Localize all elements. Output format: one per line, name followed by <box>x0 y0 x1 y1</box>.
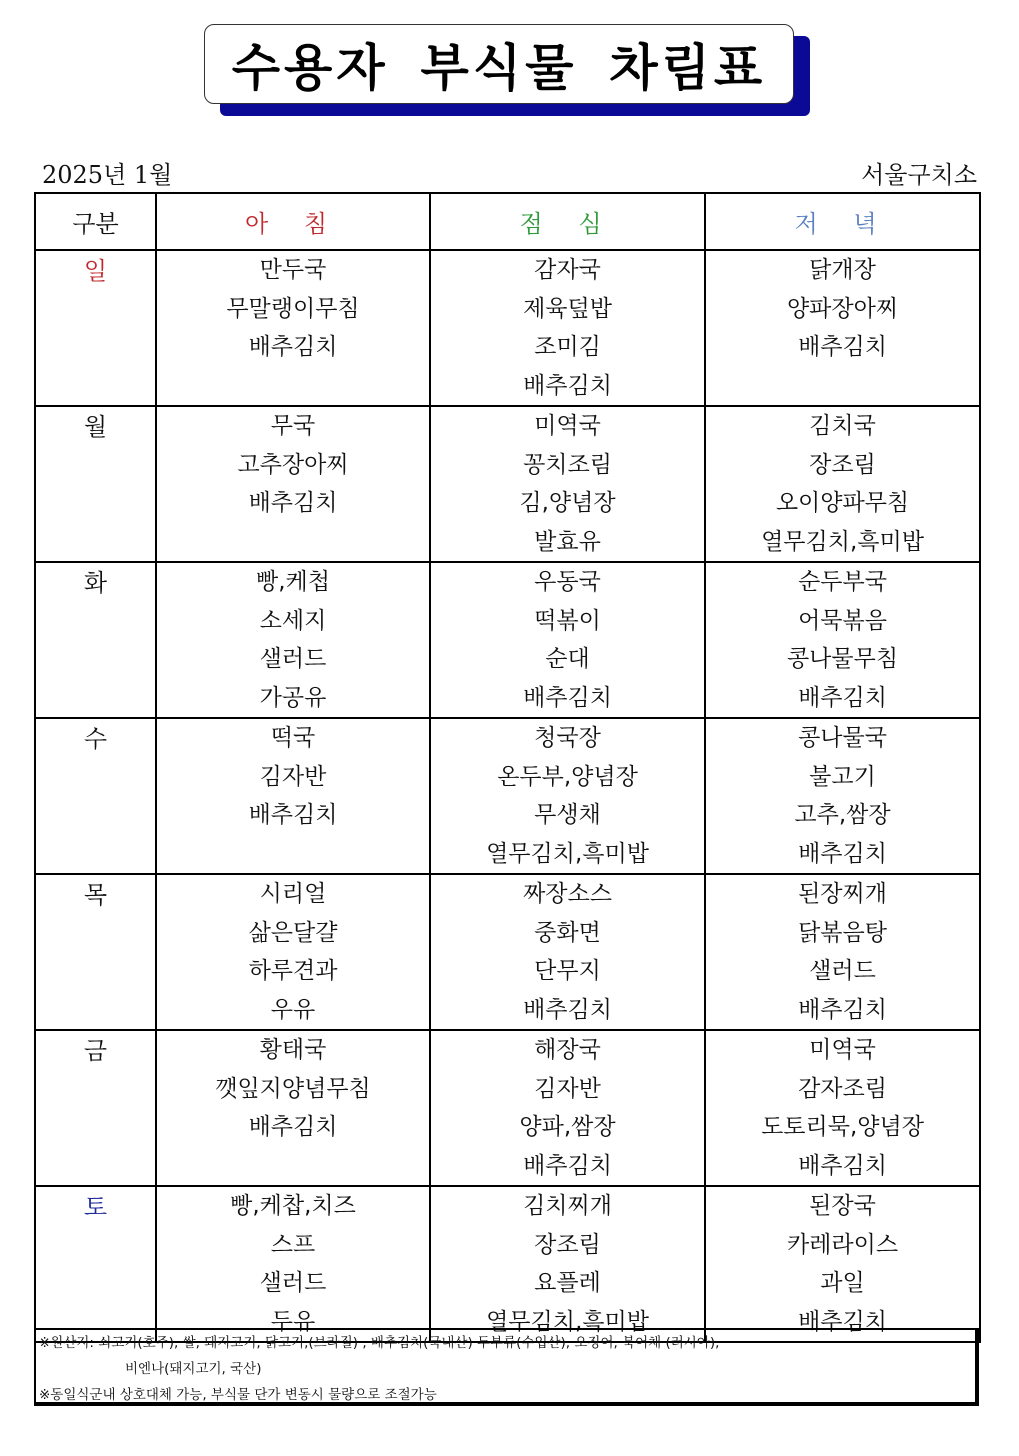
menu-item: 중화면 <box>534 919 601 946</box>
breakfast-cell <box>156 1186 430 1342</box>
menu-item: 김자반 <box>259 763 327 790</box>
menu-item: 청국장 <box>534 725 601 751</box>
menu-item: 배추김치 <box>248 1114 338 1140</box>
menu-item: 된장국 <box>809 1193 876 1219</box>
menu-item: 하루견과 <box>248 958 338 984</box>
menu-item: 불고기 <box>809 763 876 790</box>
header-breakfast: 아 침 <box>156 193 430 250</box>
day-label: 월 <box>35 406 156 562</box>
day-label: 수 <box>35 718 156 874</box>
menu-item: 배추김치 <box>523 1152 612 1179</box>
menu-item: 무국 <box>270 413 316 439</box>
menu-item: 김치국 <box>809 413 876 439</box>
institution-label: 서울구치소 <box>861 161 977 189</box>
menu-item: 열무김치,흑미밥 <box>486 1308 649 1335</box>
menu-item: 샐러드 <box>259 1270 327 1296</box>
menu-item: 단무지 <box>534 958 601 984</box>
menu-item: 배추김치 <box>523 372 612 399</box>
menu-item: 장조림 <box>534 1231 601 1258</box>
menu-item: 배추김치 <box>523 996 612 1023</box>
menu-item: 고추장아찌 <box>237 451 349 478</box>
menu-item: 빵,케첩 <box>256 569 330 595</box>
menu-item: 순대 <box>545 646 590 672</box>
menu-item: 김치찌개 <box>523 1193 612 1219</box>
menu-item: 오이양파무침 <box>775 490 910 516</box>
header-dinner: 저 녁 <box>705 193 980 250</box>
breakfast-cell <box>156 562 430 718</box>
origin-note-line1: ※원산지: 쇠고기(호주), 쌀, 돼지고기, 닭고기,(브라질) , 배추김치(국내산) 두부류(수입산), 오징어, 북어채 (러시아), <box>39 1335 720 1351</box>
menu-table <box>34 192 981 1343</box>
menu-item: 장조림 <box>809 451 876 478</box>
menu-item: 콩나물무침 <box>786 646 899 672</box>
page-title: 수용자 부식물 차림표 <box>231 40 767 96</box>
dinner-cell <box>705 1186 980 1342</box>
menu-item: 해장국 <box>534 1037 601 1063</box>
breakfast-cell <box>156 1030 430 1186</box>
menu-item: 만두국 <box>259 257 327 283</box>
menu-item: 열무김치,흑미밥 <box>761 528 924 555</box>
dinner-cell <box>705 718 980 874</box>
menu-item: 삶은달걀 <box>248 919 338 946</box>
dinner-cell <box>705 562 980 718</box>
title-banner <box>204 24 810 116</box>
footer-notes <box>34 1328 979 1406</box>
menu-item: 시리얼 <box>259 881 327 907</box>
menu-item: 짜장소스 <box>523 881 612 907</box>
menu-item: 떡볶이 <box>534 607 601 634</box>
menu-item: 콩나물국 <box>798 725 887 751</box>
menu-item: 카레라이스 <box>786 1231 899 1258</box>
menu-item: 배추김치 <box>248 334 338 360</box>
day-label: 토 <box>35 1186 156 1342</box>
menu-item: 무말랭이무침 <box>226 295 360 322</box>
menu-item: 배추김치 <box>248 490 338 516</box>
lunch-cell <box>430 562 705 718</box>
substitution-note: ※동일식군내 상호대체 가능, 부식물 단가 변동시 물량으로 조절가능 <box>39 1387 437 1403</box>
menu-item: 김자반 <box>534 1075 601 1102</box>
lunch-cell <box>430 250 705 406</box>
menu-item: 꽁치조림 <box>523 451 612 478</box>
menu-item: 우동국 <box>534 569 601 595</box>
menu-item: 조미김 <box>534 334 601 360</box>
menu-item: 열무김치,흑미밥 <box>486 840 649 867</box>
header-category: 구분 <box>35 193 156 250</box>
table-row <box>35 250 980 406</box>
breakfast-cell <box>156 406 430 562</box>
menu-item: 김,양념장 <box>519 490 616 516</box>
menu-item: 배추김치 <box>798 996 887 1023</box>
menu-item: 두유 <box>270 1308 316 1335</box>
lunch-cell <box>430 1030 705 1186</box>
day-label: 화 <box>35 562 156 718</box>
day-label: 목 <box>35 874 156 1030</box>
header-row <box>35 193 980 250</box>
menu-item: 순두부국 <box>798 569 887 595</box>
table-row <box>35 1030 980 1186</box>
menu-item: 감자조림 <box>798 1075 887 1102</box>
menu-item: 소세지 <box>259 607 327 634</box>
menu-item: 무생채 <box>534 802 601 828</box>
menu-item: 과일 <box>820 1270 865 1296</box>
menu-item: 황태국 <box>259 1037 327 1063</box>
breakfast-cell <box>156 718 430 874</box>
menu-item: 배추김치 <box>798 840 887 867</box>
menu-item: 발효유 <box>534 528 601 555</box>
menu-item: 닭개장 <box>809 257 876 283</box>
menu-item: 가공유 <box>259 684 327 711</box>
menu-item: 빵,케찹,치즈 <box>230 1193 356 1219</box>
menu-item: 샐러드 <box>259 646 327 672</box>
menu-item: 배추김치 <box>798 1152 887 1179</box>
dinner-cell <box>705 406 980 562</box>
menu-item: 미역국 <box>534 413 601 439</box>
table-row <box>35 562 980 718</box>
menu-item: 고추,쌈장 <box>794 802 891 828</box>
menu-item: 양파,쌈장 <box>519 1114 616 1140</box>
menu-item: 스프 <box>270 1231 316 1258</box>
lunch-cell <box>430 1186 705 1342</box>
lunch-cell <box>430 406 705 562</box>
menu-item: 요플레 <box>534 1270 601 1296</box>
lunch-cell <box>430 874 705 1030</box>
menu-item: 떡국 <box>270 725 316 751</box>
header-lunch: 점 심 <box>430 193 705 250</box>
day-label: 일 <box>35 250 156 406</box>
table-row <box>35 406 980 562</box>
menu-item: 깻잎지양념무침 <box>215 1075 371 1102</box>
dinner-cell <box>705 1030 980 1186</box>
menu-item: 도토리묵,양념장 <box>761 1114 924 1140</box>
table-row <box>35 718 980 874</box>
menu-item: 닭볶음탕 <box>798 919 887 946</box>
breakfast-cell <box>156 874 430 1030</box>
menu-item: 제육덮밥 <box>523 295 612 322</box>
menu-item: 감자국 <box>534 257 601 283</box>
breakfast-cell <box>156 250 430 406</box>
menu-item: 양파장아찌 <box>786 295 899 322</box>
dinner-cell <box>705 874 980 1030</box>
menu-item: 배추김치 <box>798 1308 887 1335</box>
lunch-cell <box>430 718 705 874</box>
dinner-cell <box>705 250 980 406</box>
menu-item: 미역국 <box>809 1037 876 1063</box>
menu-item: 온두부,양념장 <box>497 763 638 790</box>
menu-item: 샐러드 <box>809 958 876 984</box>
menu-item: 된장찌개 <box>798 881 887 907</box>
table-row <box>35 874 980 1030</box>
menu-item: 배추김치 <box>798 334 887 360</box>
table-row <box>35 1186 980 1342</box>
menu-item: 배추김치 <box>523 684 612 711</box>
menu-item: 배추김치 <box>798 684 887 711</box>
menu-item: 어묵볶음 <box>798 607 887 634</box>
period-label: 2025년 1월 <box>42 161 173 189</box>
menu-body <box>35 250 980 1342</box>
title-box <box>204 24 794 104</box>
menu-item: 배추김치 <box>248 802 338 828</box>
origin-note-line2: 비엔나(돼지고기, 국산) <box>125 1361 262 1377</box>
day-label: 금 <box>35 1030 156 1186</box>
menu-item: 우유 <box>270 996 316 1023</box>
